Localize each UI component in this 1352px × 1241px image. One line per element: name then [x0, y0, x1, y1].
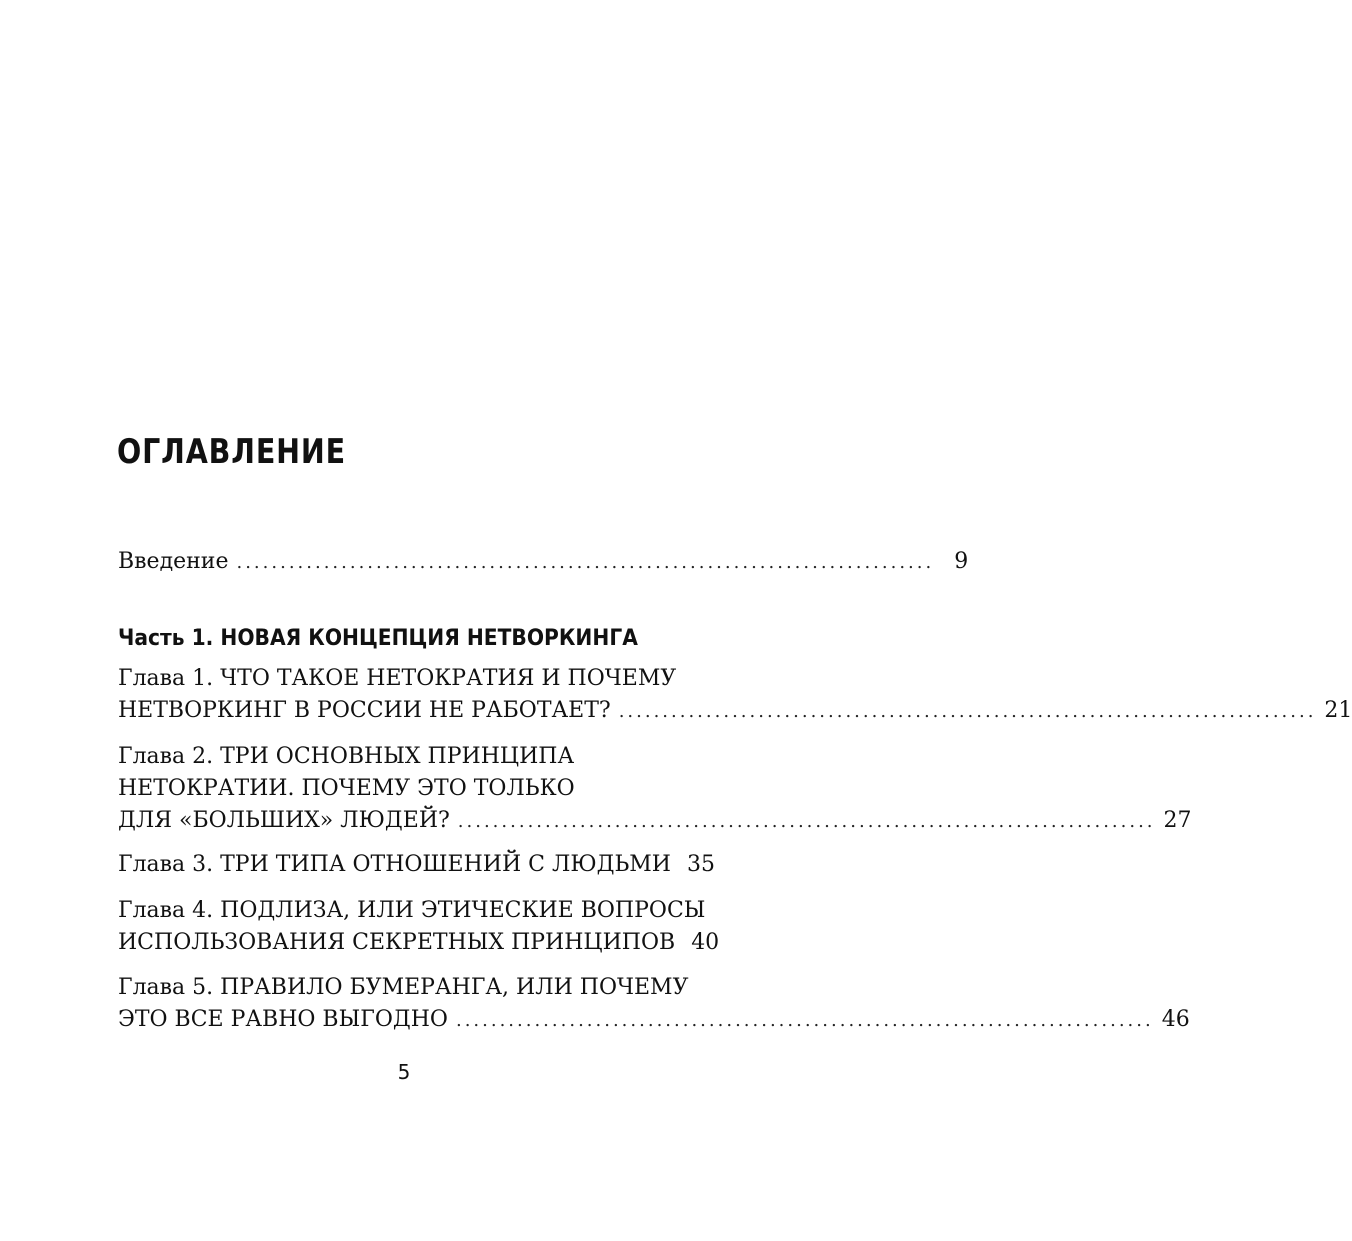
toc-intro-page: 9 — [954, 549, 969, 574]
toc-chapter-page: 35 — [687, 852, 715, 877]
leader-dots: ................................................................................ — [457, 811, 1156, 832]
toc-chapter-page: 27 — [1163, 808, 1192, 833]
toc-chapter-line: ИСПОЛЬЗОВАНИЯ СЕКРЕТНЫХ ПРИНЦИПОВ — [118, 930, 676, 955]
toc-chapter-page: 40 — [691, 930, 720, 955]
toc-chapter-1[interactable] — [118, 663, 1352, 727]
toc-chapter-line: Глава 4. ПОДЛИЗА, ИЛИ ЭТИЧЕСКИЕ ВОПРОСЫ — [118, 898, 706, 923]
toc-chapter-line: НЕТВОРКИНГ В РОССИИ НЕ РАБОТАЕТ? — [118, 698, 611, 723]
toc-chapter-5[interactable] — [118, 972, 1190, 1036]
toc-chapter-line: Глава 2. ТРИ ОСНОВНЫХ ПРИНЦИПА — [118, 744, 575, 769]
toc-chapter-page: 21 — [1324, 698, 1352, 723]
toc-chapter-line: Глава 3. ТРИ ТИПА ОТНОШЕНИЙ С ЛЮДЬМИ — [118, 852, 671, 877]
page-number: 5 — [397, 1060, 411, 1084]
toc-chapter-3[interactable] — [118, 849, 715, 881]
toc-chapter-4[interactable] — [118, 895, 720, 959]
leader-dots: ................................................................................ — [618, 701, 1317, 722]
page-title: ОГЛАВЛЕНИЕ — [117, 432, 347, 472]
toc-intro[interactable] — [118, 546, 969, 578]
toc-chapter-line: Глава 5. ПРАВИЛО БУМЕРАНГА, ИЛИ ПОЧЕМУ — [118, 975, 689, 1000]
toc-chapter-line: ЭТО ВСЕ РАВНО ВЫГОДНО — [118, 1007, 448, 1032]
toc-chapter-line: Глава 1. ЧТО ТАКОЕ НЕТОКРАТИЯ И ПОЧЕМУ — [118, 666, 677, 691]
leader-dots: ................................................................................ — [236, 552, 935, 573]
toc-chapter-line: ДЛЯ «БОЛЬШИХ» ЛЮДЕЙ? — [118, 808, 450, 833]
leader-dots: ................................................................................ — [455, 1010, 1154, 1031]
part-1-heading: Часть 1. НОВАЯ КОНЦЕПЦИЯ НЕТВОРКИНГА — [118, 626, 638, 651]
toc-chapter-2[interactable] — [118, 741, 1192, 837]
toc-chapter-line: НЕТОКРАТИИ. ПОЧЕМУ ЭТО ТОЛЬКО — [118, 776, 575, 801]
toc-intro-title: Введение — [118, 549, 229, 574]
toc-chapter-page: 46 — [1161, 1007, 1190, 1032]
